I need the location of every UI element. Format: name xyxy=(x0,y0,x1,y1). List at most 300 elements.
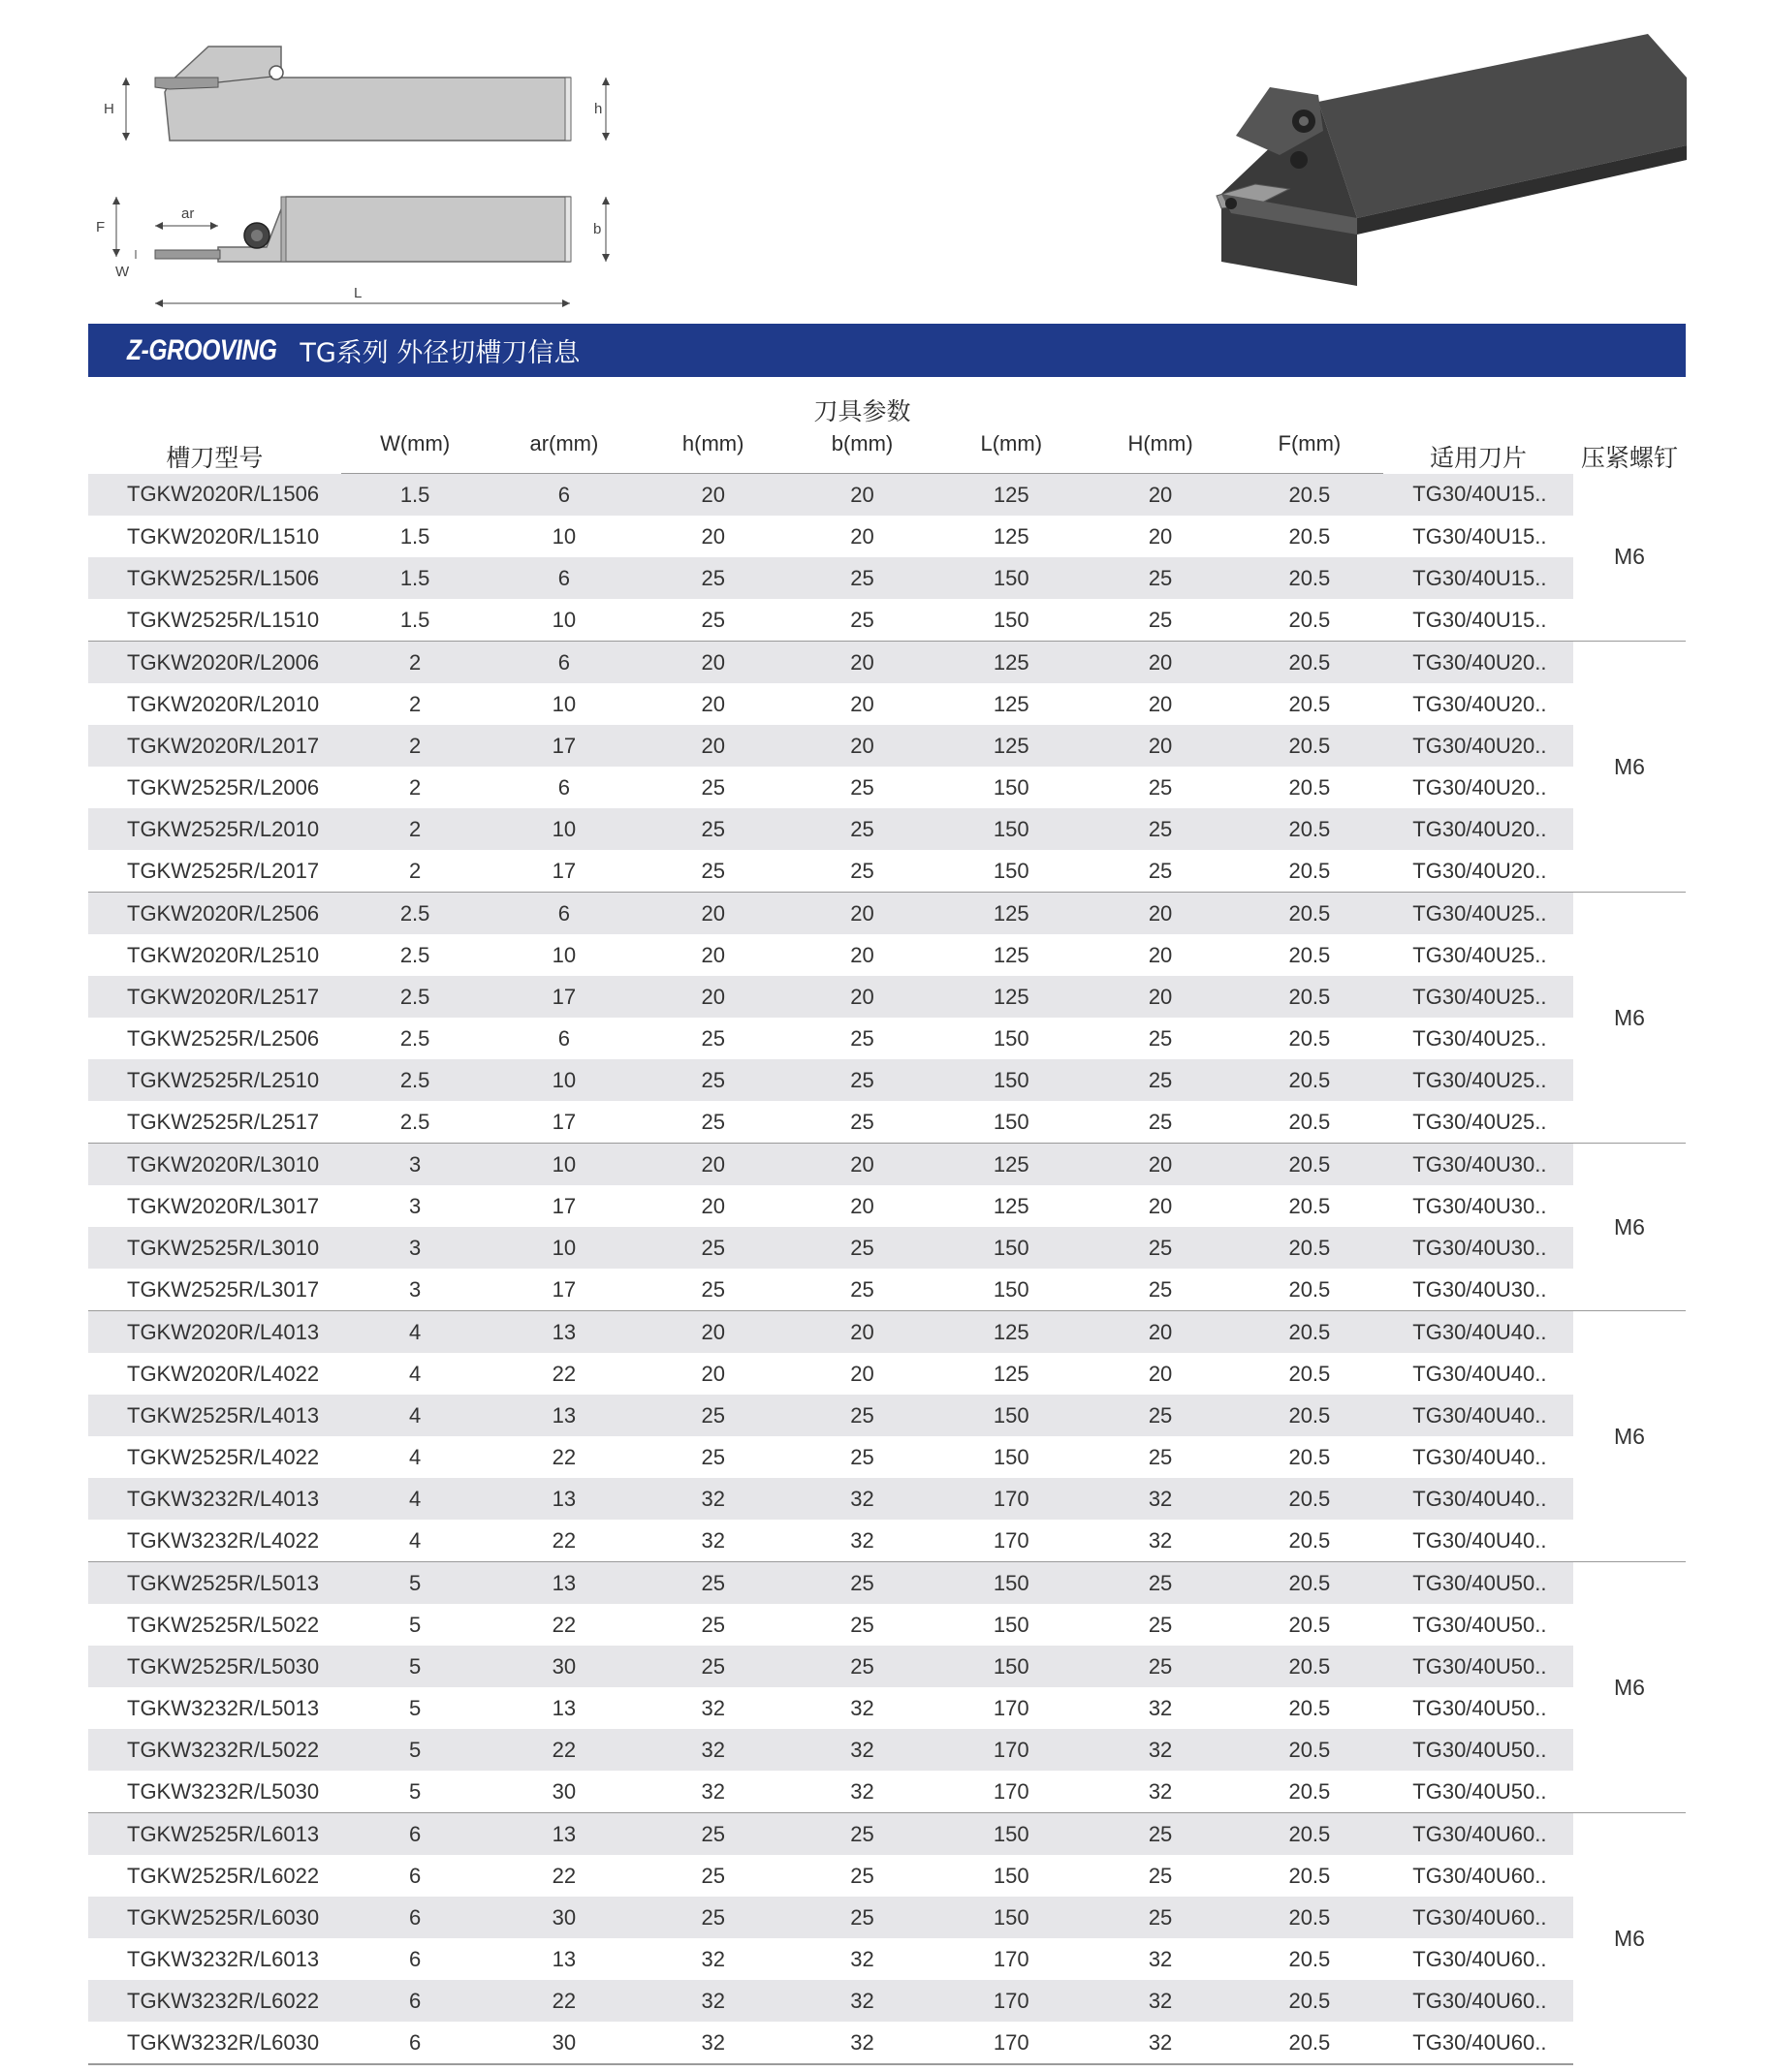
table-row xyxy=(88,1018,1686,1059)
cell-model: TGKW2525R/L3010 xyxy=(88,1227,341,1269)
cell-F: 20.5 xyxy=(1235,1897,1383,1938)
spec-table-body xyxy=(88,474,1686,2065)
cell-H: 25 xyxy=(1086,1059,1236,1101)
table-row xyxy=(88,557,1686,599)
cell-L: 125 xyxy=(937,474,1086,517)
cell-W: 4 xyxy=(408,1527,422,1553)
cell-L: 150 xyxy=(937,557,1086,599)
cell-b: 25 xyxy=(787,1059,937,1101)
cell-ar: 6 xyxy=(490,474,640,517)
cell-model: TGKW3232R/L6030 xyxy=(88,2022,341,2064)
cell-W: 1.5 xyxy=(399,523,430,549)
cell-model: TGKW2525R/L6022 xyxy=(127,1863,320,1888)
cell-blade: TG30/40U50.. xyxy=(1412,1778,1547,1804)
cell-H: 25 xyxy=(1086,1395,1236,1436)
cell-L: 150 xyxy=(993,1109,1029,1134)
spec-table-wrap xyxy=(88,386,1686,2065)
cell-model: TGKW3232R/L6013 xyxy=(127,1946,320,1971)
cell-L: 170 xyxy=(937,1980,1086,2022)
cell-ar: 10 xyxy=(552,607,577,632)
cell-blade: TG30/40U40.. xyxy=(1412,1527,1547,1553)
header-blade: 适用刀片 xyxy=(1430,444,1528,472)
cell-blade: TG30/40U25.. xyxy=(1412,942,1547,967)
cell-model: TGKW2020R/L1506 xyxy=(88,474,341,517)
cell-L: 125 xyxy=(937,725,1086,767)
cell-blade: TG30/40U25.. xyxy=(1383,976,1573,1018)
cell-h: 20 xyxy=(701,1193,725,1218)
cell-model: TGKW2525R/L5022 xyxy=(127,1612,320,1637)
cell-L: 150 xyxy=(993,1025,1029,1051)
cell-h: 32 xyxy=(639,2022,787,2064)
cell-L: 125 xyxy=(937,642,1086,684)
cell-H: 20 xyxy=(1148,523,1173,549)
cell-W: 4 xyxy=(408,1361,422,1386)
cell-b: 32 xyxy=(850,1527,874,1553)
cell-W: 5 xyxy=(341,1646,490,1687)
cell-H: 25 xyxy=(1148,774,1173,800)
cell-H: 20 xyxy=(1086,725,1236,767)
cell-screw: M6 xyxy=(1573,1144,1686,1311)
cell-h: 25 xyxy=(639,1059,787,1101)
cell-F: 20.5 xyxy=(1235,1395,1383,1436)
cell-h: 32 xyxy=(639,1478,787,1520)
cell-b: 25 xyxy=(850,1863,874,1888)
cell-F: 20.5 xyxy=(1235,1144,1383,1186)
cell-blade: TG30/40U60.. xyxy=(1383,1897,1573,1938)
cell-H: 25 xyxy=(1086,1227,1236,1269)
cell-h: 20 xyxy=(639,642,787,684)
cell-blade: TG30/40U30.. xyxy=(1383,1227,1573,1269)
cell-ar: 6 xyxy=(490,557,640,599)
table-row xyxy=(88,1938,1686,1980)
cell-F: 20.5 xyxy=(1288,1193,1331,1218)
cell-h: 25 xyxy=(639,1395,787,1436)
cell-ar: 22 xyxy=(552,1612,577,1637)
cell-blade: TG30/40U25.. xyxy=(1383,1059,1573,1101)
cell-h: 25 xyxy=(701,1612,725,1637)
cell-W: 5 xyxy=(341,1562,490,1605)
cell-ar: 30 xyxy=(490,2022,640,2064)
table-row xyxy=(88,893,1686,935)
cell-W: 3 xyxy=(408,1276,422,1302)
cell-F: 20.5 xyxy=(1235,1729,1383,1771)
cell-h: 20 xyxy=(639,893,787,935)
cell-model: TGKW2020R/L2517 xyxy=(88,976,341,1018)
cell-h: 20 xyxy=(701,1361,725,1386)
cell-ar: 6 xyxy=(490,893,640,935)
cell-L: 125 xyxy=(993,523,1029,549)
cell-blade: TG30/40U40.. xyxy=(1383,1311,1573,1354)
cell-b: 32 xyxy=(787,1729,937,1771)
cell-ar: 17 xyxy=(490,976,640,1018)
cell-h: 32 xyxy=(701,1778,725,1804)
table-row xyxy=(88,767,1686,808)
cell-h: 25 xyxy=(701,1025,725,1051)
cell-ar: 22 xyxy=(552,1863,577,1888)
cell-H: 20 xyxy=(1086,1311,1236,1354)
cell-model: TGKW2020R/L3010 xyxy=(88,1144,341,1186)
cell-h: 25 xyxy=(701,774,725,800)
cell-L: 150 xyxy=(993,1444,1029,1469)
cell-ar: 17 xyxy=(552,1276,577,1302)
cell-F: 20.5 xyxy=(1288,1444,1331,1469)
cell-ar: 22 xyxy=(552,1527,577,1553)
cell-blade: TG30/40U60.. xyxy=(1412,1946,1547,1971)
cell-F: 20.5 xyxy=(1288,1612,1331,1637)
cell-blade: TG30/40U25.. xyxy=(1383,893,1573,935)
cell-model: TGKW2020R/L3017 xyxy=(127,1193,320,1218)
cell-h: 32 xyxy=(701,1946,725,1971)
cell-L: 150 xyxy=(937,1646,1086,1687)
table-row xyxy=(88,1395,1686,1436)
cell-blade: TG30/40U50.. xyxy=(1383,1562,1573,1605)
cell-h: 25 xyxy=(639,557,787,599)
cell-W: 2 xyxy=(408,774,422,800)
table-row xyxy=(88,1227,1686,1269)
cell-H: 25 xyxy=(1086,808,1236,850)
cell-ar: 6 xyxy=(490,642,640,684)
cell-h: 25 xyxy=(701,1444,725,1469)
cell-h: 20 xyxy=(701,691,725,716)
table-row xyxy=(88,1269,1686,1311)
cell-h: 25 xyxy=(639,1813,787,1856)
cell-ar: 10 xyxy=(490,1059,640,1101)
cell-W: 6 xyxy=(341,1897,490,1938)
cell-ar: 10 xyxy=(552,942,577,967)
cell-H: 25 xyxy=(1086,1562,1236,1605)
cell-L: 150 xyxy=(993,774,1029,800)
cell-model: TGKW2525R/L2510 xyxy=(88,1059,341,1101)
header-param-W: W(mm) xyxy=(341,427,490,474)
cell-b: 20 xyxy=(787,642,937,684)
cell-blade: TG30/40U15.. xyxy=(1383,557,1573,599)
cell-b: 20 xyxy=(850,523,874,549)
table-row xyxy=(88,642,1686,684)
cell-h: 25 xyxy=(639,1562,787,1605)
cell-H: 25 xyxy=(1148,858,1173,883)
cell-h: 32 xyxy=(701,1527,725,1553)
cell-b: 20 xyxy=(850,1361,874,1386)
cell-b: 25 xyxy=(850,1025,874,1051)
table-row xyxy=(88,1813,1686,1856)
cell-ar: 30 xyxy=(490,1646,640,1687)
cell-model: TGKW2020R/L2010 xyxy=(127,691,320,716)
cell-ar: 22 xyxy=(490,1729,640,1771)
cell-ar: 30 xyxy=(490,1897,640,1938)
cell-blade: TG30/40U15.. xyxy=(1383,474,1573,517)
cell-model: TGKW2525R/L2506 xyxy=(127,1025,320,1051)
cell-b: 20 xyxy=(850,691,874,716)
cell-model: TGKW3232R/L4022 xyxy=(127,1527,320,1553)
cell-h: 25 xyxy=(639,1897,787,1938)
cell-L: 125 xyxy=(993,691,1029,716)
cell-model: TGKW2525R/L1510 xyxy=(127,607,320,632)
cell-ar: 22 xyxy=(552,1444,577,1469)
cell-model: TGKW2525R/L2006 xyxy=(127,774,320,800)
cell-ar: 22 xyxy=(552,1361,577,1386)
cell-H: 20 xyxy=(1148,1361,1173,1386)
cell-H: 20 xyxy=(1148,942,1173,967)
cell-L: 170 xyxy=(993,1946,1029,1971)
cell-F: 20.5 xyxy=(1235,2022,1383,2064)
cell-b: 25 xyxy=(787,557,937,599)
cell-ar: 10 xyxy=(490,1227,640,1269)
cell-blade: TG30/40U50.. xyxy=(1412,1695,1547,1720)
cell-F: 20.5 xyxy=(1288,1695,1331,1720)
cell-model: TGKW3232R/L6022 xyxy=(88,1980,341,2022)
cell-h: 25 xyxy=(701,1863,725,1888)
cell-H: 32 xyxy=(1148,1695,1173,1720)
cell-F: 20.5 xyxy=(1235,1059,1383,1101)
cell-screw: M6 xyxy=(1573,1311,1686,1562)
dim-label-h: h xyxy=(594,101,603,117)
cell-b: 20 xyxy=(787,725,937,767)
cell-F: 20.5 xyxy=(1235,1478,1383,1520)
cell-H: 25 xyxy=(1086,1646,1236,1687)
header-param-ar: ar(mm) xyxy=(490,427,640,474)
banner-title: TG系列 外径切槽刀信息 xyxy=(300,338,581,368)
cell-ar: 17 xyxy=(552,858,577,883)
cell-H: 20 xyxy=(1086,642,1236,684)
cell-blade: TG30/40U30.. xyxy=(1412,1276,1547,1302)
cell-F: 20.5 xyxy=(1288,1527,1331,1553)
cell-L: 125 xyxy=(993,942,1029,967)
table-row xyxy=(88,474,1686,517)
cell-ar: 13 xyxy=(490,1562,640,1605)
header-param-H: H(mm) xyxy=(1086,427,1236,474)
cell-W: 2 xyxy=(341,725,490,767)
cell-H: 20 xyxy=(1086,893,1236,935)
cell-b: 32 xyxy=(787,1980,937,2022)
cell-H: 20 xyxy=(1148,691,1173,716)
cell-L: 170 xyxy=(993,1695,1029,1720)
cell-b: 20 xyxy=(850,1193,874,1218)
cell-screw: M6 xyxy=(1573,1813,1686,2065)
dim-label-ar: ar xyxy=(181,205,195,222)
cell-W: 6 xyxy=(341,2022,490,2064)
cell-blade: TG30/40U15.. xyxy=(1412,523,1547,549)
cell-F: 20.5 xyxy=(1288,1109,1331,1134)
cell-h: 32 xyxy=(639,1980,787,2022)
cell-F: 20.5 xyxy=(1235,474,1383,517)
cell-W: 3 xyxy=(341,1227,490,1269)
cell-model: TGKW2525R/L2517 xyxy=(127,1109,320,1134)
header-param-F: F(mm) xyxy=(1235,427,1383,474)
cell-W: 1.5 xyxy=(341,557,490,599)
cell-L: 125 xyxy=(937,976,1086,1018)
cell-W: 2.5 xyxy=(399,1025,430,1051)
table-row xyxy=(88,1980,1686,2022)
table-row xyxy=(88,1144,1686,1186)
dim-label-W: W xyxy=(115,264,130,280)
cell-blade: TG30/40U25.. xyxy=(1412,1025,1547,1051)
cell-H: 25 xyxy=(1148,607,1173,632)
cell-W: 5 xyxy=(408,1612,422,1637)
header-param-L: L(mm) xyxy=(937,427,1086,474)
cell-b: 20 xyxy=(787,1144,937,1186)
cell-H: 25 xyxy=(1148,1612,1173,1637)
table-row xyxy=(88,976,1686,1018)
cell-H: 32 xyxy=(1086,1980,1236,2022)
cell-b: 32 xyxy=(850,1778,874,1804)
cell-L: 125 xyxy=(937,893,1086,935)
cell-model: TGKW2020R/L1510 xyxy=(127,523,320,549)
cell-ar: 10 xyxy=(552,691,577,716)
cell-W: 2 xyxy=(341,808,490,850)
cell-L: 150 xyxy=(937,1227,1086,1269)
cell-H: 20 xyxy=(1086,474,1236,517)
table-row xyxy=(88,1436,1686,1478)
cell-L: 150 xyxy=(993,1612,1029,1637)
cell-L: 170 xyxy=(937,1729,1086,1771)
table-row xyxy=(88,725,1686,767)
table-row xyxy=(88,1729,1686,1771)
dim-label-F: F xyxy=(96,219,106,235)
cell-b: 25 xyxy=(850,1109,874,1134)
cell-h: 25 xyxy=(701,607,725,632)
cell-model: TGKW2525R/L1506 xyxy=(88,557,341,599)
cell-b: 25 xyxy=(787,1897,937,1938)
cell-F: 20.5 xyxy=(1235,642,1383,684)
cell-h: 25 xyxy=(701,1276,725,1302)
cell-H: 25 xyxy=(1086,1897,1236,1938)
cell-F: 20.5 xyxy=(1288,1946,1331,1971)
cell-blade: TG30/40U50.. xyxy=(1383,1729,1573,1771)
cell-screw: M6 xyxy=(1573,893,1686,1144)
table-row xyxy=(88,1604,1686,1646)
cell-H: 25 xyxy=(1148,1276,1173,1302)
cell-b: 20 xyxy=(787,474,937,517)
cell-W: 4 xyxy=(408,1444,422,1469)
cell-H: 32 xyxy=(1148,1527,1173,1553)
cell-F: 20.5 xyxy=(1235,976,1383,1018)
cell-L: 150 xyxy=(993,607,1029,632)
dim-label-H: H xyxy=(104,101,114,117)
cell-F: 20.5 xyxy=(1235,808,1383,850)
cell-W: 4 xyxy=(341,1478,490,1520)
cell-b: 32 xyxy=(787,1478,937,1520)
dim-label-b: b xyxy=(593,221,602,237)
cell-blade: TG30/40U20.. xyxy=(1412,774,1547,800)
cell-h: 32 xyxy=(639,1729,787,1771)
side-view-drawing xyxy=(92,34,635,160)
cell-W: 4 xyxy=(341,1395,490,1436)
cell-W: 2 xyxy=(408,858,422,883)
cell-ar: 10 xyxy=(552,523,577,549)
cell-b: 25 xyxy=(850,858,874,883)
table-row xyxy=(88,1562,1686,1605)
cell-screw: M6 xyxy=(1573,1562,1686,1813)
cell-F: 20.5 xyxy=(1235,893,1383,935)
cell-model: TGKW2525R/L6030 xyxy=(88,1897,341,1938)
cell-H: 32 xyxy=(1148,1946,1173,1971)
table-row xyxy=(88,516,1686,557)
cell-blade: TG30/40U40.. xyxy=(1412,1444,1547,1469)
cell-model: TGKW2525R/L2017 xyxy=(127,858,320,883)
cell-model: TGKW2020R/L4013 xyxy=(88,1311,341,1354)
cell-L: 170 xyxy=(993,1527,1029,1553)
cell-L: 125 xyxy=(937,1311,1086,1354)
cell-model: TGKW2020R/L4022 xyxy=(127,1361,320,1386)
cell-H: 32 xyxy=(1148,1778,1173,1804)
cell-F: 20.5 xyxy=(1235,1562,1383,1605)
cell-model: TGKW2525R/L5030 xyxy=(88,1646,341,1687)
header-model: 槽刀型号 xyxy=(166,444,264,472)
cell-ar: 13 xyxy=(490,1395,640,1436)
cell-h: 20 xyxy=(639,976,787,1018)
cell-h: 20 xyxy=(701,942,725,967)
table-row xyxy=(88,1646,1686,1687)
cell-b: 20 xyxy=(787,893,937,935)
table-row xyxy=(88,1311,1686,1354)
cell-F: 20.5 xyxy=(1235,1646,1383,1687)
cell-blade: TG30/40U60.. xyxy=(1383,1980,1573,2022)
table-row xyxy=(88,1855,1686,1897)
table-row xyxy=(88,1059,1686,1101)
cell-W: 6 xyxy=(341,1980,490,2022)
cell-L: 150 xyxy=(993,858,1029,883)
cell-model: TGKW3232R/L5030 xyxy=(127,1778,320,1804)
cell-b: 25 xyxy=(787,808,937,850)
cell-blade: TG30/40U40.. xyxy=(1383,1395,1573,1436)
cell-F: 20.5 xyxy=(1235,1227,1383,1269)
cell-model: TGKW2525R/L3017 xyxy=(127,1276,320,1302)
top-view-drawing xyxy=(92,189,635,320)
cell-model: TGKW2020R/L2510 xyxy=(127,942,320,967)
cell-b: 20 xyxy=(787,976,937,1018)
cell-h: 25 xyxy=(701,1109,725,1134)
banner-brand: Z-GROOVING xyxy=(127,333,277,366)
cell-h: 25 xyxy=(639,1646,787,1687)
cell-ar: 17 xyxy=(552,1193,577,1218)
cell-blade: TG30/40U60.. xyxy=(1383,2022,1573,2064)
cell-blade: TG30/40U20.. xyxy=(1383,642,1573,684)
cell-b: 25 xyxy=(787,1395,937,1436)
table-row xyxy=(88,1478,1686,1520)
header-param-b: b(mm) xyxy=(787,427,937,474)
table-row xyxy=(88,1520,1686,1562)
cell-F: 20.5 xyxy=(1235,1813,1383,1856)
cell-W: 5 xyxy=(408,1778,422,1804)
table-row xyxy=(88,1353,1686,1395)
cell-F: 20.5 xyxy=(1235,1980,1383,2022)
cell-model: TGKW2525R/L6013 xyxy=(88,1813,341,1856)
cell-F: 20.5 xyxy=(1288,1361,1331,1386)
cell-ar: 10 xyxy=(490,1144,640,1186)
cell-h: 20 xyxy=(639,1311,787,1354)
cell-L: 170 xyxy=(993,1778,1029,1804)
section-banner xyxy=(88,324,1686,377)
cell-L: 125 xyxy=(993,1193,1029,1218)
cell-blade: TG30/40U60.. xyxy=(1412,1863,1547,1888)
cell-h: 20 xyxy=(639,474,787,517)
cell-h: 20 xyxy=(639,1144,787,1186)
cell-W: 6 xyxy=(341,1813,490,1856)
cell-b: 25 xyxy=(850,774,874,800)
cell-F: 20.5 xyxy=(1288,1778,1331,1804)
table-row xyxy=(88,1897,1686,1938)
cell-ar: 13 xyxy=(490,1478,640,1520)
cell-h: 32 xyxy=(701,1695,725,1720)
cell-L: 150 xyxy=(937,1395,1086,1436)
cell-b: 25 xyxy=(787,1646,937,1687)
table-row xyxy=(88,683,1686,725)
cell-model: TGKW2020R/L2506 xyxy=(88,893,341,935)
cell-H: 25 xyxy=(1148,1025,1173,1051)
table-row xyxy=(88,1687,1686,1729)
cell-L: 150 xyxy=(937,808,1086,850)
cell-W: 2 xyxy=(341,642,490,684)
